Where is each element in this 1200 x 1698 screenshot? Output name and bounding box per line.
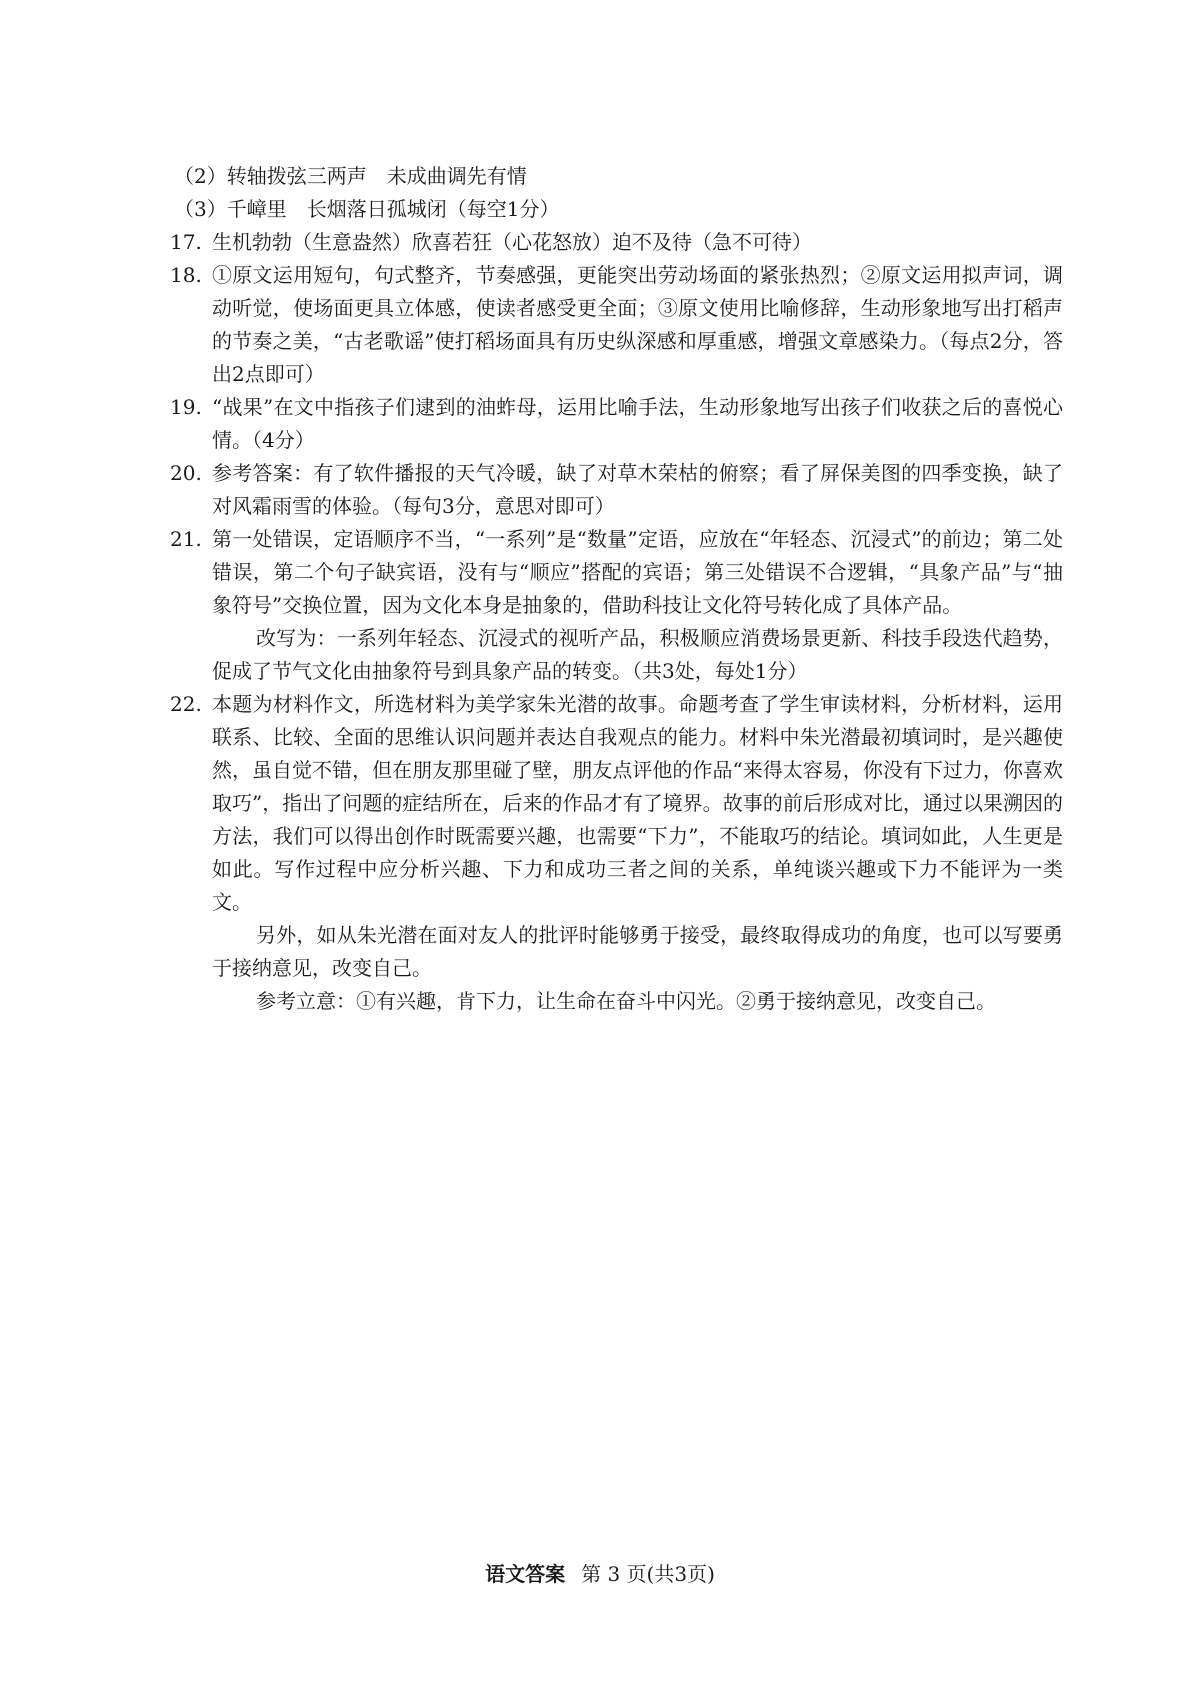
answer-21-text: 第一处错误，定语顺序不当，“一系列”是“数量”定语，应放在“年轻态、沉浸式”的前边；第二处错误，第二个句子缺宾语，没有与“顺应”搭配的宾语；第三处错误不合逻辑，“具象产品”与“抽象符号”交换位置，因为文化本身是抽象的，借助科技让文化符号转化成了具体产品。 (212, 527, 1063, 617)
answer-16-3: （3）千嶂里 长烟落日孤城闭（每空1分） (174, 197, 560, 221)
answer-19-number: 19. (170, 395, 202, 419)
answer-18-text: ①原文运用短句，句式整齐，节奏感强，更能突出劳动场面的紧张热烈；②原文运用拟声词，调动听觉，使场面更具立体感，使读者感受更全面；③原文使用比喻修辞，生动形象地写出打稻声的节奏之美，“古老歌谣”使打稻场面具有历史纵深感和厚重感，增强文章感染力。（每点2分，答出2点即可） (212, 263, 1063, 386)
answer-17-text: 生机勃勃（生意盎然）欣喜若狂（心花怒放）迫不及待（急不可待） (212, 230, 812, 254)
answer-22-number: 22. (170, 692, 202, 716)
answer-20-text: 参考答案：有了软件播报的天气冷暖，缺了对草木荣枯的俯察；看了屏保美图的四季变换，缺了对风霜雨雪的体验。（每句3分，意思对即可） (212, 461, 1063, 518)
answer-21-rewrite: 改写为：一系列年轻态、沉浸式的视听产品，积极顺应消费场景更新、科技手段迭代趋势，促成了节气文化由抽象符号到具象产品的转变。（共3处，每处1分） (212, 626, 1063, 683)
answer-16-2: （2）转轴拨弦三两声 未成曲调先有情 (174, 164, 527, 188)
answer-22-para2: 另外，如从朱光潜在面对友人的批评时能够勇于接受，最终取得成功的角度，也可以写要勇于接纳意见，改变自己。 (212, 923, 1063, 980)
answer-17 (170, 226, 1063, 259)
answer-content (170, 160, 1063, 1018)
answer-21-number: 21. (170, 527, 202, 551)
answer-21 (170, 523, 1063, 688)
answer-22-para3: 参考立意：①有兴趣，肯下力，让生命在奋斗中闪光。②勇于接纳意见，改变自己。 (256, 989, 996, 1013)
page-footer (0, 1560, 1200, 1588)
footer-subject: 语文答案 (485, 1562, 566, 1586)
answer-22 (170, 688, 1063, 1018)
answer-20-number: 20. (170, 461, 202, 485)
answer-17-number: 17. (170, 230, 202, 254)
answer-19-text: “战果”在文中指孩子们逮到的油蚱母，运用比喻手法，生动形象地写出孩子们收获之后的喜悦心情。（4分） (212, 395, 1063, 452)
answer-20 (170, 457, 1063, 523)
footer-page-number: 第 3 页(共3页) (581, 1562, 715, 1586)
answer-18 (170, 259, 1063, 391)
answer-19 (170, 391, 1063, 457)
answer-22-text: 本题为材料作文，所选材料为美学家朱光潜的故事。命题考查了学生审读材料，分析材料，运用联系、比较、全面的思维认识问题并表达自我观点的能力。材料中朱光潜最初填词时，是兴趣使然，虽自觉不错，但在朋友那里碰了壁，朋友点评他的作品“来得太容易，你没有下过力，你喜欢取巧”，指出了问题的症结所在，后来的作品才有了境界。故事的前后形成对比，通过以果溯因的方法，我们可以得出创作时既需要兴趣，也需要“下力”，不能取巧的结论。填词如此，人生更是如此。写作过程中应分析兴趣、下力和成功三者之间的关系，单纯谈兴趣或下力不能评为一类文。 (212, 692, 1063, 914)
answer-18-number: 18. (170, 263, 202, 287)
